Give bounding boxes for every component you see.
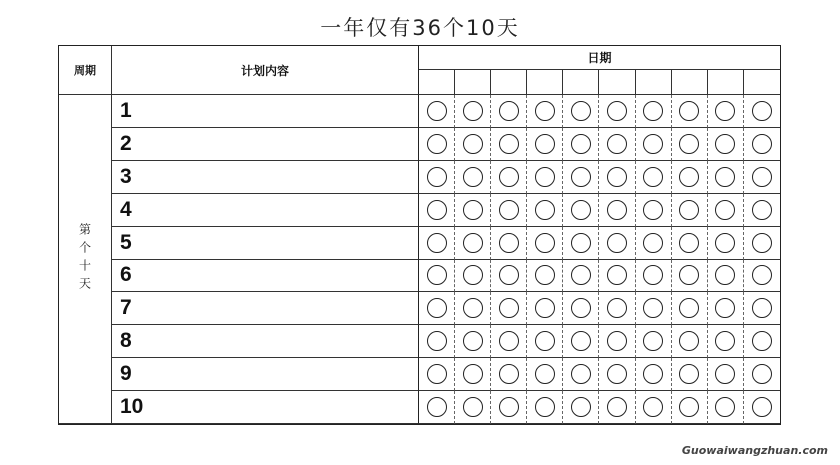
checkbox-cell [455,292,491,325]
checkbox-cell [563,194,599,227]
check-circle[interactable] [715,167,735,187]
check-circle[interactable] [535,200,555,220]
checkbox-cell [455,161,491,194]
checkbox-cell [599,325,635,358]
date-slot[interactable] [455,70,491,95]
check-circle[interactable] [535,101,555,121]
check-circle[interactable] [571,134,591,154]
checkbox-cell [636,260,672,293]
checkbox-cell [527,260,563,293]
check-circle[interactable] [752,233,772,253]
plan-row-number[interactable]: 3 [112,161,419,194]
check-circle[interactable] [643,265,663,285]
check-circle[interactable] [535,167,555,187]
check-circle[interactable] [607,233,627,253]
check-circle[interactable] [535,265,555,285]
checkbox-cell [672,391,708,424]
check-circle[interactable] [715,298,735,318]
checkbox-cell [672,325,708,358]
checkbox-cell [455,194,491,227]
check-circle[interactable] [643,298,663,318]
checkbox-cell [636,358,672,391]
check-circle[interactable] [463,298,483,318]
checkbox-cell [491,325,527,358]
checkbox-cell [636,227,672,260]
check-circle[interactable] [427,364,447,384]
check-circle[interactable] [499,200,519,220]
checkbox-cell [744,292,780,325]
checkbox-cell [599,95,635,128]
checkbox-cell [708,260,744,293]
check-circle[interactable] [752,298,772,318]
checkbox-cell [672,95,708,128]
plan-row-number[interactable]: 1 [112,95,419,128]
checkbox-cell [708,227,744,260]
checkbox-cell [527,358,563,391]
checkbox-cell [672,128,708,161]
check-circle[interactable] [752,167,772,187]
checkbox-cell [455,391,491,424]
check-circle[interactable] [715,200,735,220]
check-circle[interactable] [679,233,699,253]
checkbox-cell [491,128,527,161]
checkbox-cell [491,161,527,194]
check-circle[interactable] [715,397,735,417]
plan-row-number[interactable]: 10 [112,391,419,424]
plan-row-number[interactable]: 8 [112,325,419,358]
check-circle[interactable] [643,331,663,351]
checkbox-cell [599,227,635,260]
checkbox-cell [455,95,491,128]
check-circle[interactable] [463,200,483,220]
checkbox-cell [527,227,563,260]
checkbox-cell [419,194,455,227]
check-circle[interactable] [571,364,591,384]
check-circle[interactable] [499,134,519,154]
checkbox-cell [708,325,744,358]
checkbox-cell [599,292,635,325]
check-circle[interactable] [571,167,591,187]
checkbox-cell [672,358,708,391]
checkbox-cell [708,292,744,325]
check-circle[interactable] [752,101,772,121]
check-circle[interactable] [499,265,519,285]
checkbox-cell [636,194,672,227]
check-circle[interactable] [427,265,447,285]
checkbox-cell [563,391,599,424]
plan-table [58,45,781,425]
checkbox-cell [455,325,491,358]
checkbox-cell [419,95,455,128]
checkbox-cell [744,161,780,194]
check-circle[interactable] [427,233,447,253]
checkbox-cell [708,358,744,391]
check-circle[interactable] [752,364,772,384]
check-circle[interactable] [463,233,483,253]
check-circle[interactable] [427,134,447,154]
checkbox-cell [455,358,491,391]
checkbox-cell [419,358,455,391]
checkbox-cell [636,128,672,161]
checkbox-cell [599,260,635,293]
checkbox-cell [419,325,455,358]
check-circle[interactable] [679,298,699,318]
date-slot[interactable] [708,70,744,95]
date-slot[interactable] [599,70,635,95]
checkbox-cell [708,194,744,227]
check-circle[interactable] [463,397,483,417]
check-circle[interactable] [715,233,735,253]
check-circle[interactable] [607,265,627,285]
check-circle[interactable] [752,397,772,417]
check-circle[interactable] [571,331,591,351]
check-circle[interactable] [463,134,483,154]
plan-row-number[interactable]: 7 [112,292,419,325]
checkbox-cell [636,95,672,128]
checkbox-cell [708,161,744,194]
check-circle[interactable] [679,167,699,187]
checkbox-cell [744,128,780,161]
check-circle[interactable] [607,200,627,220]
date-slot[interactable] [744,70,780,95]
checkbox-cell [563,292,599,325]
checkbox-cell [455,227,491,260]
check-circle[interactable] [643,397,663,417]
checkbox-cell [744,260,780,293]
checkbox-cell [708,391,744,424]
check-circle[interactable] [571,397,591,417]
check-circle[interactable] [752,134,772,154]
checkbox-cell [491,227,527,260]
checkbox-cell [527,194,563,227]
checkbox-cell [744,391,780,424]
checkbox-cell [599,194,635,227]
checkbox-cell [744,325,780,358]
check-circle[interactable] [643,364,663,384]
checkbox-cell [455,128,491,161]
checkbox-cell [419,260,455,293]
check-circle[interactable] [679,101,699,121]
checkbox-cell [491,358,527,391]
checkbox-cell [491,260,527,293]
check-circle[interactable] [752,200,772,220]
check-circle[interactable] [715,101,735,121]
check-circle[interactable] [715,331,735,351]
date-slot[interactable] [491,70,527,95]
checkbox-cell [527,161,563,194]
check-circle[interactable] [427,167,447,187]
check-circle[interactable] [679,265,699,285]
check-circle[interactable] [427,200,447,220]
header-plan-content: 计划内容 [112,46,419,95]
period-cell [59,95,112,424]
check-circle[interactable] [535,298,555,318]
check-circle[interactable] [715,364,735,384]
checkbox-cell [455,260,491,293]
date-slot[interactable] [527,70,563,95]
header-period: 周期 [59,46,112,95]
check-circle[interactable] [427,397,447,417]
plan-row-number[interactable]: 4 [112,194,419,227]
check-circle[interactable] [607,331,627,351]
check-circle[interactable] [427,101,447,121]
check-circle[interactable] [571,233,591,253]
checkbox-cell [527,128,563,161]
checkbox-cell [527,292,563,325]
check-circle[interactable] [499,364,519,384]
checkbox-cell [599,128,635,161]
check-circle[interactable] [463,331,483,351]
check-circle[interactable] [571,101,591,121]
checkbox-cell [744,194,780,227]
date-slot[interactable] [563,70,599,95]
check-circle[interactable] [427,298,447,318]
check-circle[interactable] [463,167,483,187]
check-circle[interactable] [643,233,663,253]
check-circle[interactable] [499,101,519,121]
checkbox-cell [563,260,599,293]
check-circle[interactable] [463,364,483,384]
check-circle[interactable] [607,364,627,384]
check-circle[interactable] [535,134,555,154]
check-circle[interactable] [752,265,772,285]
check-circle[interactable] [643,134,663,154]
check-circle[interactable] [535,397,555,417]
check-circle[interactable] [679,397,699,417]
check-circle[interactable] [607,101,627,121]
check-circle[interactable] [607,397,627,417]
period-label: 第个十天 [77,223,92,295]
checkbox-cell [419,161,455,194]
checkbox-cell [599,161,635,194]
checkbox-cell [491,194,527,227]
page-title: 一年仅有36个10天 [320,16,520,40]
checkbox-cell [491,95,527,128]
plan-row-number[interactable]: 6 [112,260,419,293]
check-circle[interactable] [679,200,699,220]
checkbox-cell [419,292,455,325]
check-circle[interactable] [535,364,555,384]
checkbox-cell [419,391,455,424]
checkbox-cell [672,292,708,325]
date-slot[interactable] [419,70,455,95]
checkbox-cell [636,292,672,325]
checkbox-cell [672,227,708,260]
check-circle[interactable] [715,265,735,285]
checkbox-cell [527,391,563,424]
checkbox-cell [672,260,708,293]
checkbox-cell [744,95,780,128]
check-circle[interactable] [571,265,591,285]
check-circle[interactable] [535,233,555,253]
checkbox-cell [563,227,599,260]
checkbox-cell [419,128,455,161]
check-circle[interactable] [571,200,591,220]
plan-row-number[interactable]: 5 [112,227,419,260]
check-circle[interactable] [607,298,627,318]
watermark: Guowaiwangzhuan.com [681,444,828,457]
checkbox-cell [636,161,672,194]
check-circle[interactable] [643,167,663,187]
check-circle[interactable] [499,233,519,253]
check-circle[interactable] [499,167,519,187]
checkbox-cell [563,358,599,391]
date-slot[interactable] [636,70,672,95]
checkbox-cell [599,391,635,424]
checkbox-cell [419,227,455,260]
check-circle[interactable] [679,331,699,351]
check-circle[interactable] [752,331,772,351]
checkbox-cell [672,194,708,227]
plan-row-number[interactable]: 9 [112,358,419,391]
header-date: 日期 [419,46,780,70]
check-circle[interactable] [643,101,663,121]
checkbox-cell [744,227,780,260]
check-circle[interactable] [643,200,663,220]
check-circle[interactable] [463,101,483,121]
check-circle[interactable] [499,397,519,417]
check-circle[interactable] [607,134,627,154]
checkbox-cell [744,358,780,391]
checkbox-cell [636,391,672,424]
checkbox-cell [491,292,527,325]
plan-row-number[interactable]: 2 [112,128,419,161]
checkbox-cell [527,95,563,128]
check-circle[interactable] [427,331,447,351]
checkbox-cell [563,325,599,358]
check-circle[interactable] [607,167,627,187]
checkbox-cell [527,325,563,358]
check-circle[interactable] [679,134,699,154]
checkbox-cell [563,128,599,161]
date-slot[interactable] [672,70,708,95]
checkbox-cell [636,325,672,358]
check-circle[interactable] [535,331,555,351]
check-circle[interactable] [463,265,483,285]
checkbox-cell [599,358,635,391]
checkbox-cell [563,161,599,194]
check-circle[interactable] [679,364,699,384]
checkbox-cell [491,391,527,424]
check-circle[interactable] [499,298,519,318]
check-circle[interactable] [499,331,519,351]
check-circle[interactable] [571,298,591,318]
check-circle[interactable] [715,134,735,154]
checkbox-cell [708,95,744,128]
checkbox-cell [563,95,599,128]
checkbox-cell [708,128,744,161]
checkbox-cell [672,161,708,194]
